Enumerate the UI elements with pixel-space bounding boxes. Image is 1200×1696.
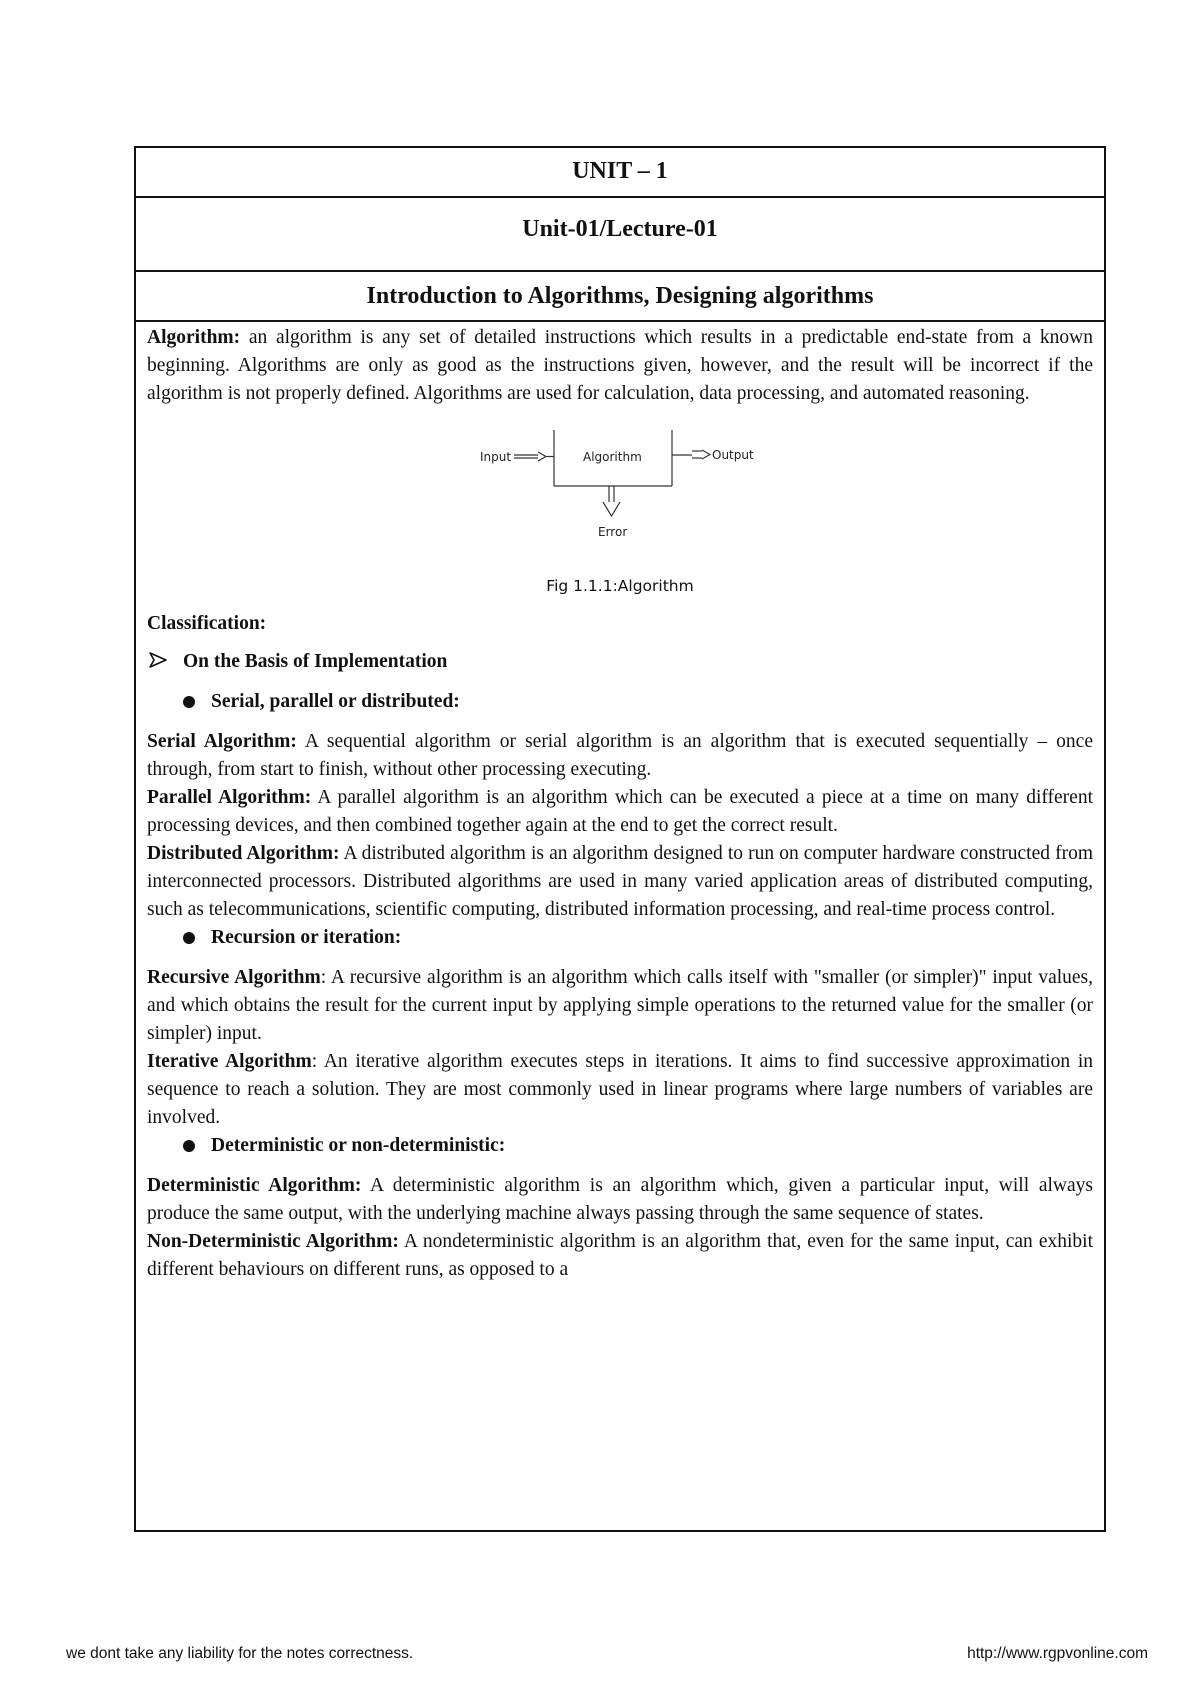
footer-disclaimer: we dont take any liability for the notes correctness. bbox=[66, 1645, 414, 1662]
classification-heading: Classification: bbox=[147, 613, 267, 634]
parallel-algorithm-item bbox=[147, 784, 1093, 840]
item-text: : A recursive algorithm is an algorithm which calls itself with "smaller (or simpler)" input values, and which obtains the result for the current input by applying simple operations to the returned value for the smaller (or simpler) input. bbox=[147, 967, 1094, 1044]
distributed-algorithm-item bbox=[147, 840, 1093, 924]
item-term: Distributed Algorithm: bbox=[147, 843, 340, 864]
group-deterministic bbox=[147, 1132, 1093, 1160]
item-text: A sequential algorithm or serial algorithm is an algorithm that is executed sequentially – once through, from start to finish, without other processing executing. bbox=[147, 731, 1093, 780]
serial-algorithm-item bbox=[147, 728, 1093, 784]
error-label: Error bbox=[598, 525, 628, 539]
basis-item bbox=[147, 648, 1093, 676]
recursive-algorithm-item bbox=[147, 964, 1093, 1048]
bullet-dot-icon bbox=[183, 696, 195, 708]
figure-caption: Fig 1.1.1:Algorithm bbox=[546, 577, 694, 595]
iterative-algorithm-item bbox=[147, 1048, 1093, 1132]
item-text: A parallel algorithm is an algorithm which can be executed a piece at a time on many different processing devices, and then combined together again at the end to get the correct result. bbox=[147, 787, 1093, 836]
group-title: Serial, parallel or distributed: bbox=[211, 691, 460, 712]
unit-title: UNIT – 1 bbox=[136, 148, 1104, 198]
error-arrow-icon bbox=[603, 502, 620, 516]
group-title: Deterministic or non-deterministic: bbox=[211, 1135, 506, 1156]
output-label: Output bbox=[712, 448, 754, 462]
intro-paragraph bbox=[147, 324, 1093, 408]
input-arrow-icon bbox=[538, 452, 546, 461]
bullet-dot-icon bbox=[183, 932, 195, 944]
basis-label: On the Basis of Implementation bbox=[183, 651, 448, 672]
group-title: Recursion or iteration: bbox=[211, 927, 402, 948]
item-term: Iterative Algorithm bbox=[147, 1051, 312, 1072]
bullet-dot-icon bbox=[183, 1140, 195, 1152]
item-term: Deterministic Algorithm: bbox=[147, 1175, 362, 1196]
intro-term: Algorithm: bbox=[147, 327, 241, 348]
group-recursion-iteration bbox=[147, 924, 1093, 952]
topic-title: Introduction to Algorithms, Designing algorithms bbox=[136, 272, 1104, 322]
deterministic-algorithm-item bbox=[147, 1172, 1093, 1228]
item-term: Serial Algorithm: bbox=[147, 731, 297, 752]
footer-url[interactable]: http://www.rgpvonline.com bbox=[967, 1645, 1148, 1662]
lecture-content bbox=[136, 322, 1104, 1284]
input-label: Input bbox=[480, 450, 512, 464]
item-term: Parallel Algorithm: bbox=[147, 787, 312, 808]
intro-text: an algorithm is any set of detailed instructions which results in a predictable end-state from a known beginning. Algorithms are only as good as the instructions given, however, and the result will be incorrect if the algorithm is not properly defined. Algorithms are used for calculation, data processing, and automated reasoning. bbox=[147, 327, 1093, 404]
item-text: A nondeterministic algorithm is an algorithm that, even for the same input, can exhibit different behaviours on different runs, as opposed to a bbox=[147, 1231, 1093, 1280]
arrowhead-bullet-icon bbox=[149, 648, 169, 676]
nondeterministic-algorithm-item bbox=[147, 1228, 1093, 1284]
output-arrow-icon bbox=[702, 450, 710, 459]
algorithm-diagram bbox=[136, 422, 1108, 572]
item-text: A distributed algorithm is an algorithm designed to run on computer hardware constructed from interconnected processors. Distributed algorithms are used in many varied application areas of distributed computing, such as telecommunications, scientific computing, distributed information processing, and real-time process control. bbox=[147, 843, 1093, 920]
item-text: : An iterative algorithm executes steps in iterations. It aims to find successive approximation in sequence to reach a solution. They are most commonly used in linear programs where large numbers of variables are involved. bbox=[147, 1051, 1093, 1128]
algorithm-diagram-svg bbox=[136, 422, 1108, 572]
lecture-table bbox=[134, 146, 1106, 1532]
item-text: A deterministic algorithm is an algorithm which, given a particular input, will always produce the same output, with the underlying machine always passing through the same sequence of states. bbox=[147, 1175, 1093, 1224]
lecture-title: Unit-01/Lecture-01 bbox=[136, 198, 1104, 272]
group-serial-parallel-distributed bbox=[147, 688, 1093, 716]
item-term: Recursive Algorithm bbox=[147, 967, 321, 988]
algorithm-box-label: Algorithm bbox=[583, 450, 642, 464]
item-term: Non-Deterministic Algorithm: bbox=[147, 1231, 399, 1252]
